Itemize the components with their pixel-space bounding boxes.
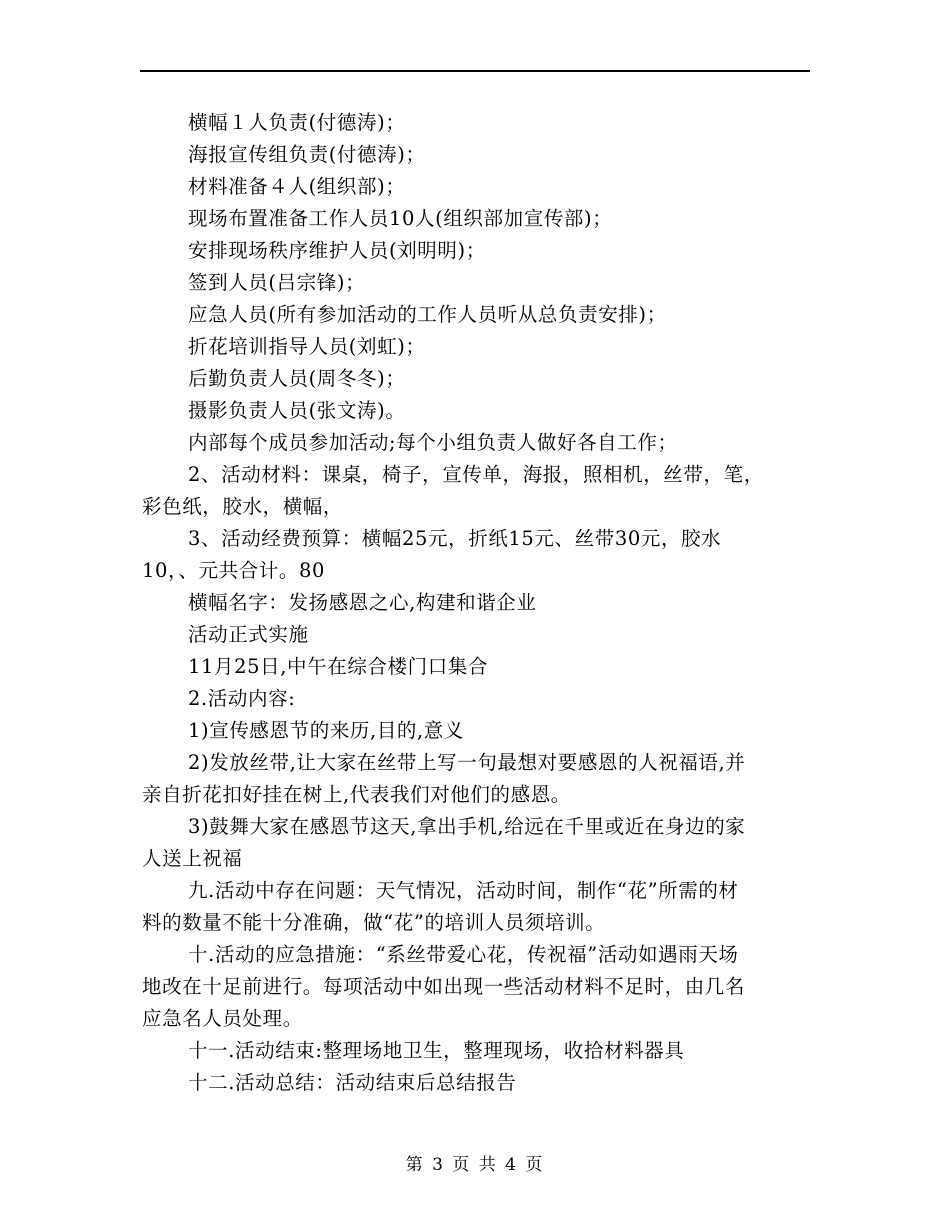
body-line: 应急人员(所有参加活动的工作人员听从总负责安排)； (188, 303, 667, 326)
body-line: 彩色纸，胶水，横幅， (142, 495, 344, 518)
body-line: 安排现场秩序维护人员(刘明明)； (188, 239, 486, 262)
body-line: 十.活动的应急措施：“系丝带爱心花，传祝福”活动如遇雨天场 (188, 943, 739, 966)
body-line: 2.活动内容: (188, 687, 296, 710)
body-line: 3、活动经费预算：横幅25元，折纸15元、丝带30元，胶水 (188, 527, 722, 550)
body-line: 横幅名字：发扬感恩之心,构建和谐企业 (188, 591, 537, 614)
body-line: 料的数量不能十分准确，做“花”的培训人员须培训。 (142, 911, 606, 934)
body-line: 十二.活动总结：活动结束后总结报告 (188, 1071, 517, 1094)
document-body (142, 107, 810, 1099)
body-line: 亲自折花扣好挂在树上,代表我们对他们的感恩。 (142, 783, 571, 806)
body-line: 海报宣传组负责(付德涛)； (188, 143, 426, 166)
body-line: 1)宣传感恩节的来历,目的,意义 (188, 719, 465, 742)
body-line: 摄影负责人员(张文涛)。 (188, 399, 406, 422)
body-line: 横幅１人负责(付德涛)； (188, 111, 406, 134)
body-line: 后勤负责人员(周冬冬)； (188, 367, 406, 390)
body-line: 2)发放丝带,让大家在丝带上写一句最想对要感恩的人祝福语,并 (188, 751, 746, 774)
body-line: 折花培训指导人员(刘虹)； (188, 335, 426, 358)
body-line: 3)鼓舞大家在感恩节这天,拿出手机,给远在千里或近在身边的家 (188, 815, 746, 838)
body-line: 2、活动材料：课桌，椅子，宣传单，海报，照相机，丝带，笔， (188, 463, 764, 486)
body-line: 活动正式实施 (188, 623, 309, 646)
body-line: 10，、元共合计。80 (142, 559, 325, 582)
body-line: 十一.活动结束:整理场地卫生，整理现场，收拾材料器具 (188, 1039, 685, 1062)
body-line: 应急名人员处理。 (142, 1007, 303, 1030)
body-line: 现场布置准备工作人员10人(组织部加宣传部)； (188, 207, 613, 230)
body-line: 内部每个成员参加活动;每个小组负责人做好各自工作； (188, 431, 678, 454)
body-line: 11月25日,中午在综合楼门口集合 (188, 655, 489, 678)
body-line: 签到人员(吕宗锋)； (188, 271, 366, 294)
body-line: 材料准备４人(组织部)； (188, 175, 406, 198)
body-line: 九.活动中存在问题：天气情况，活动时间，制作“花”所需的材 (188, 879, 739, 902)
body-line: 地改在十足前进行。每项活动中如出现一些活动材料不足时，由几名 (142, 975, 746, 998)
page-number: 第 3 页 共 4 页 (405, 1155, 545, 1175)
header-rule (140, 70, 810, 72)
body-line: 人送上祝福 (142, 847, 243, 870)
